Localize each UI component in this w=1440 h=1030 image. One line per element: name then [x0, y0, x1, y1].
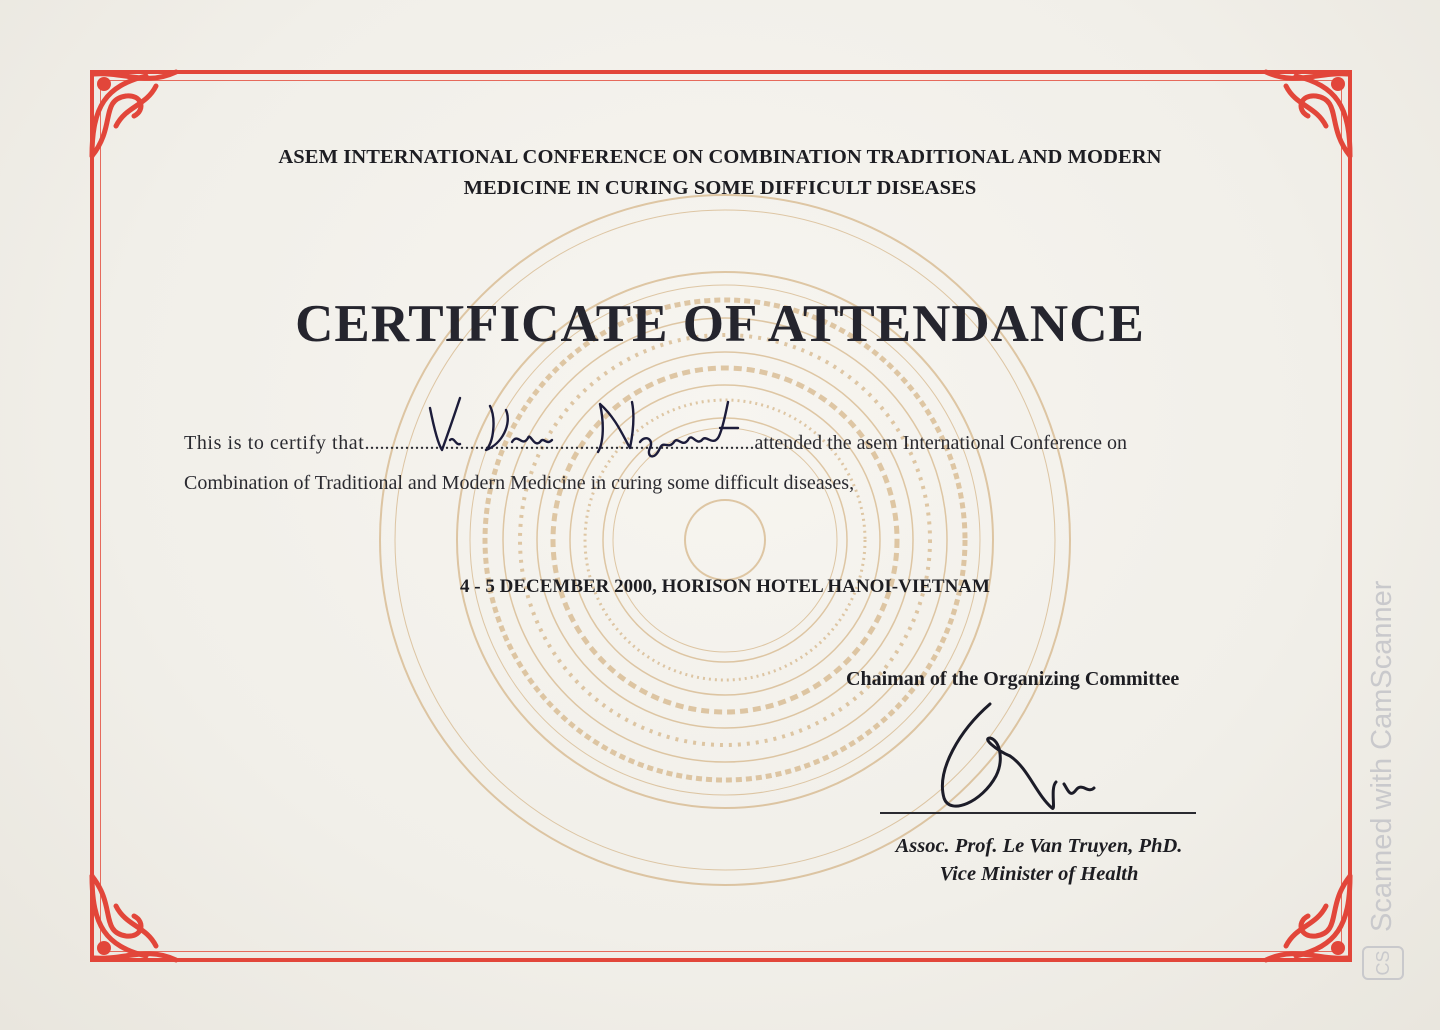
certify-prefix: This is to certify that: [184, 432, 365, 454]
camscanner-logo-icon: CS: [1362, 946, 1404, 980]
name-dotted-line: ..............................................................................: [364, 432, 755, 454]
conference-title: [160, 142, 1280, 204]
certificate-heading: CERTIFICATE OF ATTENDANCE: [295, 295, 1145, 353]
chair-label: Chaiman of the Organizing Committee: [846, 668, 1180, 690]
inner-border-frame: [100, 80, 1342, 952]
camscanner-watermark: Scanned with CamScanner: [1366, 580, 1398, 932]
recipient-name-handwritten: [420, 388, 780, 468]
signature-line: [880, 812, 1196, 814]
certify-line-2: Combination of Traditional and Modern Medicine in curing some difficult diseases,: [184, 472, 855, 494]
signature: [900, 690, 1100, 820]
signer-name: Assoc. Prof. Le Van Truyen, PhD.: [895, 835, 1183, 857]
corner-ornament-bottom-left: [86, 870, 182, 966]
certify-suffix: attended the asem International Conference on: [754, 432, 1128, 454]
signer-block: [874, 832, 1204, 888]
signer-title: Vice Minister of Health: [939, 863, 1139, 885]
conference-title-line2: MEDICINE IN CURING SOME DIFFICULT DISEASES: [463, 177, 977, 199]
corner-ornament-bottom-right: [1260, 870, 1356, 966]
event-date-place: 4 - 5 DECEMBER 2000, HORISON HOTEL HANOI-VIETNAM: [460, 576, 990, 597]
conference-title-line1: ASEM INTERNATIONAL CONFERENCE ON COMBINATION TRADITIONAL AND MODERN: [278, 146, 1162, 168]
